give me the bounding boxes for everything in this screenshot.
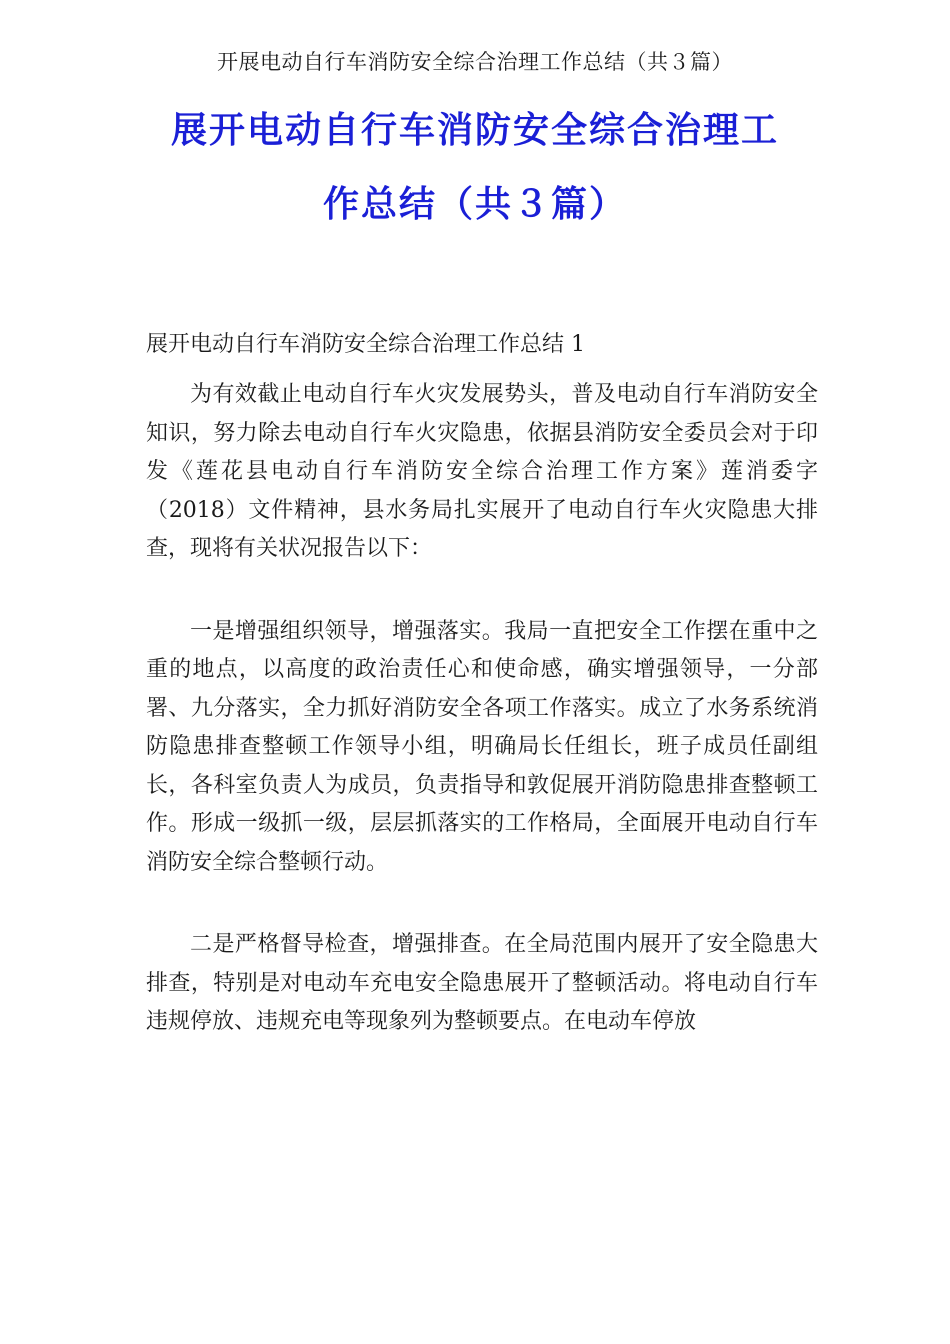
- document-title-line-1: 展开电动自行车消防安全综合治理工: [170, 110, 779, 151]
- paragraph-3: 二是严格督导检查，增强排查。在全局范围内展开了安全隐患大排查，特别是对电动车充电安全隐患展开了整顿活动。将电动自行车违规停放、违规充电等现象列为整顿要点。在电动车停放: [146, 932, 818, 1034]
- running-header: 开展电动自行车消防安全综合治理工作总结（共３篇）: [217, 50, 733, 74]
- section-heading: 展开电动自行车消防安全综合治理工作总结 1: [146, 332, 585, 357]
- document-body: [146, 326, 818, 1042]
- paragraph-2: 一是增强组织领导，增强落实。我局一直把安全工作摆在重中之重的地点，以高度的政治责任心和使命感，确实增强领导，一分部署、九分落实，全力抓好消防安全各项工作落实。成立了水务系统消防隐患排查整顿工作领导小组，明确局长任组长，班子成员任副组长，各科室负责人为成员，负责指导和敦促展开消防隐患排查整顿工作。形成一级抓一级，层层抓落实的工作格局，全面展开电动自行车消防安全综合整顿行动。: [146, 618, 818, 875]
- document-title-line-2: 作总结（共３篇）: [322, 184, 627, 225]
- paragraph-spacer: [146, 882, 818, 926]
- paragraph-1: 为有效截止电动自行车火灾发展势头，普及电动自行车消防安全知识，努力除去电动自行车火灾隐患，依据县消防安全委员会对于印发《莲花县电动自行车消防安全综合治理工作方案》莲消委字（2018）文件精神，县水务局扎实展开了电动自行车火灾隐患大排查，现将有关状况报告以下：: [146, 382, 818, 561]
- paragraph-spacer: [146, 569, 818, 613]
